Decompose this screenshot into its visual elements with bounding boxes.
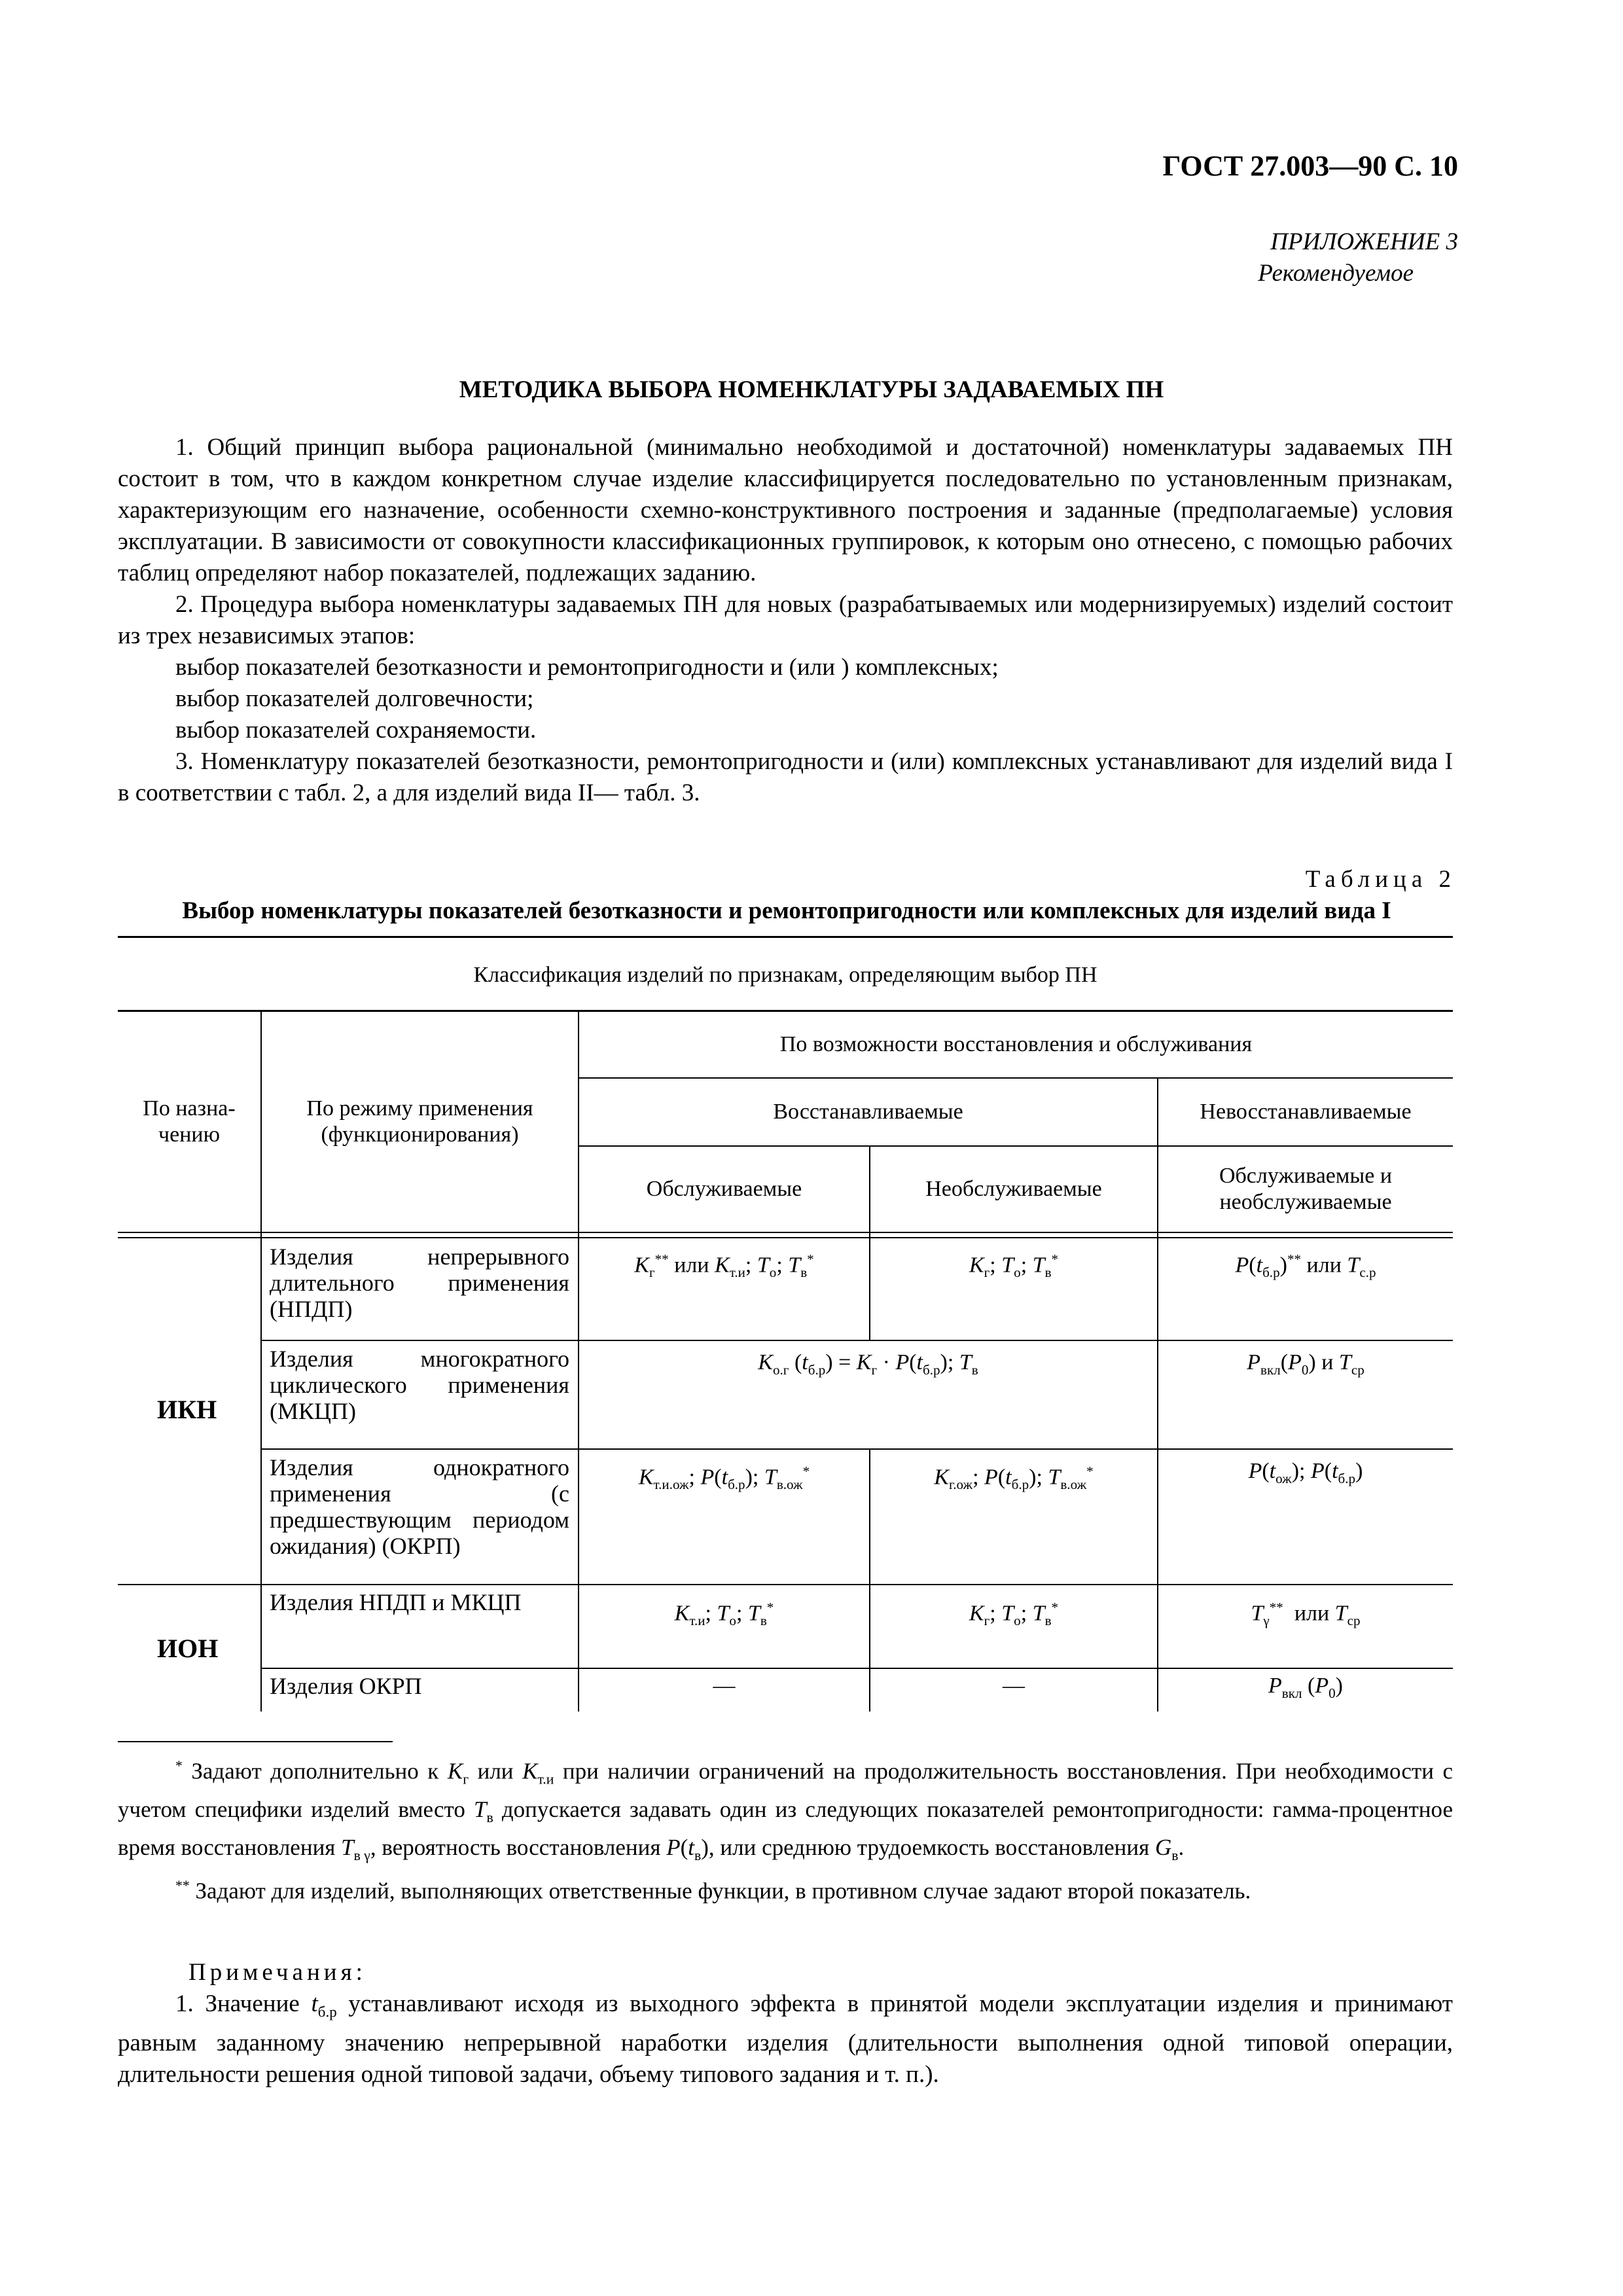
- paragraph-1: 1. Общий принцип выбора рациональной (минимально необходимой и достаточной) номенклатуры задаваемых ПН состоит в том, что в каждом конкретном случае изделие классифицируется последовательно по установленным признакам, характеризующим его назначение, особенности схемно-конструктивного построения и заданные (предполагаемые) условия эксплуатации. В зависимости от совокупности классификационных группировок, к которым оно отнесено, с помощью рабочих таблиц определяют набор показателей, подлежащих заданию.: [118, 434, 1453, 586]
- cell-ion-npdp-nonrec: $T_\gamma^{**}$ или $T_{ср}$: [1251, 1600, 1361, 1629]
- row-label-okrp-ion: Изделия ОКРП: [270, 1673, 422, 1699]
- stage-2: выбор показателей долговечности;: [175, 685, 534, 712]
- cell-ion-npdp-serviced: $K_{т.и}$; $T_о$; $T_в^*$: [674, 1600, 774, 1629]
- footnote-2: ** Задают для изделий, выполняющих ответственные функции, в противном случае задают второй показатель.: [175, 1877, 1251, 1904]
- table-title: Выбор номенклатуры показателей безотказности и ремонтопригодности или комплексных для изделий вида I: [182, 897, 1391, 924]
- annex-status: Рекомендуемое: [1258, 260, 1414, 287]
- cell-okrp-serviced: $K_{т.и.ож}$; $P(t_{б.р})$; $T_{в.ож}^*$: [638, 1463, 810, 1493]
- footnote-1: * Задают дополнительно к $K_г$ или $K_{т.и}$ при наличии ограничений на продолжительность восстановления. При необходимости с учетом специфики изделий вместо $T_в$ допускается задавать один из следующих показателей ремонтопригодности: гамма-процентное время восстановления $T_{в \gamma}$, вероятность восстановления $P(t_в)$, или среднюю трудоемкость восстановления $G_в$.: [118, 1758, 1453, 1863]
- header-recovery: По возможности восстановления и обслуживания: [779, 1032, 1253, 1056]
- cell-okrp-unserviced: $K_{г.ож}$; $P(t_{б.р})$; $T_{в.ож}^*$: [934, 1463, 1094, 1493]
- cell-npdp-nonrec: $P(t_{б.р})^{**}$ или $T_{с.р}$: [1235, 1251, 1376, 1281]
- row-label-npdp-mkcp: Изделия НПДП и МКЦП: [270, 1589, 522, 1615]
- page-header: ГОСТ 27.003—90 С. 10: [1162, 150, 1458, 182]
- row-label-okrp: Изделия однократного применения (с предшествующим периодом ожидания) (ОКРП): [270, 1454, 569, 1559]
- cell-npdp-unserviced: $K_г$; $T_о$; $T_в^*$: [969, 1251, 1059, 1281]
- cell-okrp-nonrec: $P(t_{ож})$; $P(t_{б.р})$: [1248, 1459, 1363, 1486]
- footnotes: [118, 1751, 1453, 1906]
- group-ion: ИОН: [157, 1634, 219, 1663]
- header-recoverable: Восстанавливаемые: [773, 1100, 963, 1124]
- notes: [118, 1957, 1453, 2090]
- row-label-npdp: Изделия непрерывного длительного применения (НПДП): [270, 1244, 569, 1322]
- cell-ion-okrp-serviced: —: [713, 1674, 736, 1698]
- stage-3: выбор показателей сохраняемости.: [175, 717, 537, 744]
- header-purpose: По назна-чению: [143, 1096, 236, 1147]
- document-title: МЕТОДИКА ВЫБОРА НОМЕНКЛАТУРЫ ЗАДАВАЕМЫХ ПН: [459, 376, 1164, 403]
- cell-mkcp-recoverable: $K_{о.г}$ $(t_{б.р}) = K_г \cdot P(t_{б.р})$; $T_в$: [758, 1350, 978, 1378]
- table-number: Таблица 2: [1305, 866, 1456, 893]
- header-serviced: Обслуживаемые: [646, 1177, 802, 1201]
- stage-1: выбор показателей безотказности и ремонтопригодности и (или ) комплексных;: [175, 654, 999, 681]
- paragraph-3: 3. Номенклатуру показателей безотказности, ремонтопригодности и (или) комплексных устанавливают для изделий вида I в соответствии с табл. 2, а для изделий вида II— табл. 3.: [118, 748, 1453, 806]
- cell-npdp-serviced: $K_г^{**}$ или $K_{т.и}$; $T_о$; $T_в^*$: [634, 1251, 814, 1281]
- header-both: Обслуживаемые и необслуживаемые: [1219, 1164, 1393, 1214]
- header-mode: По режиму применения (функционирования): [306, 1096, 533, 1147]
- cell-ion-okrp-nonrec: $P_{вкл}$ $(P_0)$: [1268, 1674, 1343, 1701]
- notes-heading: Примечания:: [188, 1959, 366, 1986]
- cell-ion-okrp-unserviced: —: [1003, 1674, 1025, 1698]
- cell-mkcp-nonrec: $P_{вкл}(P_0)$ и $T_{ср}$: [1247, 1350, 1364, 1378]
- annex-title: ПРИЛОЖЕНИЕ 3: [1270, 228, 1458, 255]
- body-text: [118, 432, 1453, 809]
- footnote-rule: [118, 1741, 393, 1742]
- cell-ion-npdp-unserviced: $K_г$; $T_о$; $T_в^*$: [969, 1600, 1059, 1629]
- group-ikn: ИКН: [157, 1395, 217, 1424]
- note-1: 1. Значение $t_{б.р}$ устанавливают исходя из выходного эффекта в принятой модели эксплуатации изделия и принимают равным заданному значению непрерывной наработки изделия (длительности выполнения одной типовой операции, длительности решения одной типовой задачи, объему типового задания и т. п.).: [118, 1990, 1453, 2089]
- header-nonrecoverable: Невосстанавливаемые: [1200, 1100, 1412, 1124]
- header-unserviced: Необслуживаемые: [925, 1177, 1102, 1201]
- row-label-mkcp: Изделия многократного циклического применения (МКЦП): [270, 1346, 569, 1424]
- table-caption: Классификация изделий по признакам, определяющим выбор ПН: [473, 963, 1097, 987]
- paragraph-2: 2. Процедура выбора номенклатуры задаваемых ПН для новых (разрабатываемых или модернизируемых) изделий состоит из трех независимых этапов:: [118, 591, 1453, 649]
